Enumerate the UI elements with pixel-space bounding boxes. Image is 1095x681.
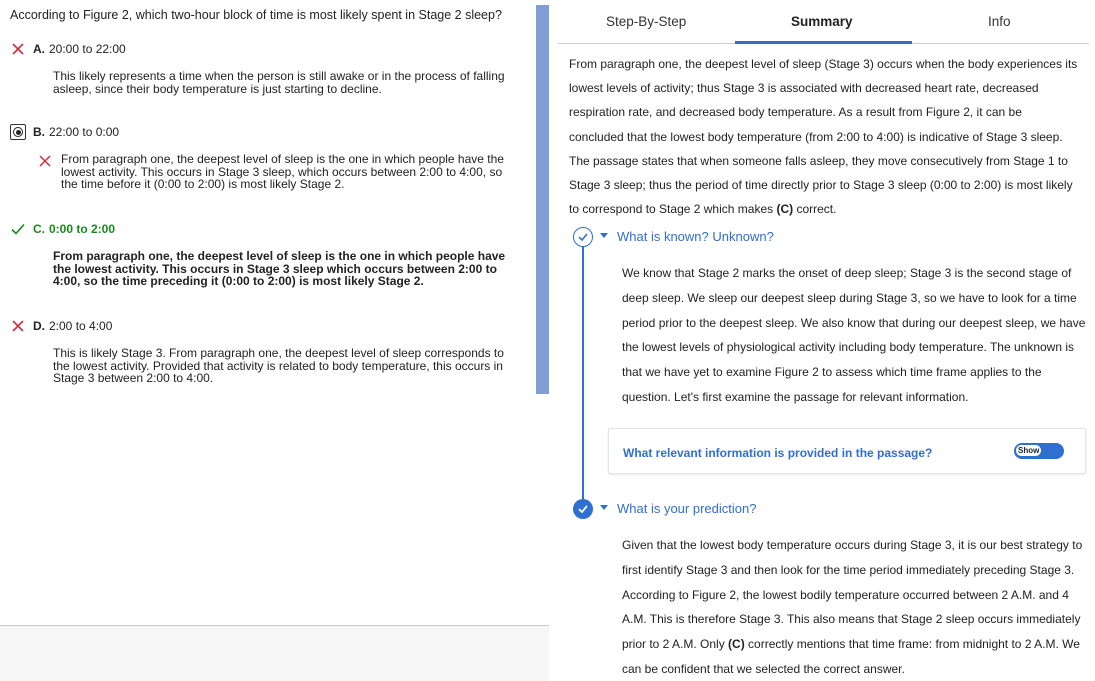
section-prediction-title[interactable]: What is your prediction?: [617, 501, 757, 516]
info-card[interactable]: [608, 428, 1086, 474]
scrollbar[interactable]: [536, 5, 549, 394]
show-toggle-label: Show: [1018, 446, 1040, 455]
tab-step-by-step[interactable]: Step-By-Step: [606, 14, 687, 29]
choice-c[interactable]: [0, 221, 530, 293]
caret-down-icon[interactable]: [600, 233, 608, 238]
summary-paragraph: From paragraph one, the deepest level of sleep (Stage 3) occurs when the body experiences its lowest levels of activity; thus Stage 3 is associated with decreased heart rate, decreased respiration rate, and decreased body temperature. As a result from Figure 2, it can be concluded that the lowest body temperature (from 2:00 to 4:00) is indicative of Stage 3 sleep. The passage states that when someone falls asleep, they move consecutively from Stage 1 to Stage 3 sleep; thus the period of time directly prior to Stage 3 sleep (0:00 to 2:00) is most likely to correspond to Stage 2 which makes (C) correct.: [569, 57, 1078, 217]
info-card-label: What relevant information is provided in the passage?: [623, 446, 933, 460]
active-tab-indicator: [735, 41, 912, 44]
choice-b-label: B. 22:00 to 0:00: [33, 125, 120, 139]
wrong-x-icon: [38, 154, 52, 168]
choice-b[interactable]: [0, 124, 530, 196]
choice-c-label: C. 0:00 to 2:00: [33, 222, 116, 236]
choice-c-explanation: From paragraph one, the deepest level of sleep is the one in which people have the lowest activity. This occurs in Stage 3 sleep which occurs between 2:00 to 4:00, so the time preceding it (0:00 to 2:00) is most likely Stage 2.: [53, 249, 506, 288]
choice-a[interactable]: [0, 41, 530, 101]
question-text: According to Figure 2, which two-hour block of time is most likely spent in Stage 2 sleep?: [10, 8, 502, 22]
show-toggle[interactable]: [1014, 443, 1064, 459]
tab-bar: [558, 0, 1089, 44]
tab-summary[interactable]: Summary: [791, 14, 853, 29]
check-circle-filled-icon: [573, 499, 593, 519]
check-circle-icon: [573, 227, 593, 247]
caret-down-icon[interactable]: [600, 505, 608, 510]
section-known-body: We know that Stage 2 marks the onset of deep sleep; Stage 3 is the second stage of deep sleep. We sleep our deepest sleep during Stage 3, so we have to look for a time period prior to the deepest sleep. We also know that during our deepest sleep, we have the lowest levels of physiological activity including body temperature. The unknown is that we have yet to examine Figure 2 to assess which time frame applies to the question. Let's first examine the passage for relevant information.: [622, 266, 1086, 404]
selected-radio-icon: [10, 124, 26, 140]
choice-a-label: A. 20:00 to 22:00: [33, 42, 126, 56]
bottom-bar: [0, 626, 549, 681]
wrong-x-icon: [10, 41, 26, 57]
section-known-title[interactable]: What is known? Unknown?: [617, 229, 774, 244]
choice-a-explanation: This likely represents a time when the person is still awake or in the process of falling asleep, since their body temperature is just starting to decline.: [53, 69, 505, 96]
correct-check-icon: [10, 221, 26, 237]
choice-d-label: D. 2:00 to 4:00: [33, 319, 113, 333]
tab-info[interactable]: Info: [988, 14, 1011, 29]
choice-d-explanation: This is likely Stage 3. From paragraph one, the deepest level of sleep corresponds to the lowest activity. Provided that activity is related to body temperature, this occurs in Stage 3 between 2:00 to 4:00.: [53, 346, 504, 385]
choice-b-explanation: From paragraph one, the deepest level of sleep is the one in which people have the lowest activity. This occurs in Stage 3 sleep, which occurs between 2:00 to 4:00, so the time before it (0:00 to 2:00) is most likely Stage 2.: [61, 152, 504, 191]
explanation-pane: [558, 0, 1095, 681]
timeline-line: [582, 246, 584, 504]
choice-d[interactable]: [0, 318, 530, 390]
section-prediction-body: Given that the lowest body temperature occurs during Stage 3, it is our best strategy to first identify Stage 3 and then look for the time period immediately preceding Stage 3. According to Figure 2, the lowest bodily temperature occurred between 2 A.M. and 4 A.M. This is therefore Stage 3. This also means that Stage 2 sleep occurs immediately prior to 2 A.M. Only (C) correctly mentions that time frame: from midnight to 2 A.M. We can be confident that we selected the correct answer.: [622, 538, 1083, 676]
wrong-x-icon: [10, 318, 26, 334]
